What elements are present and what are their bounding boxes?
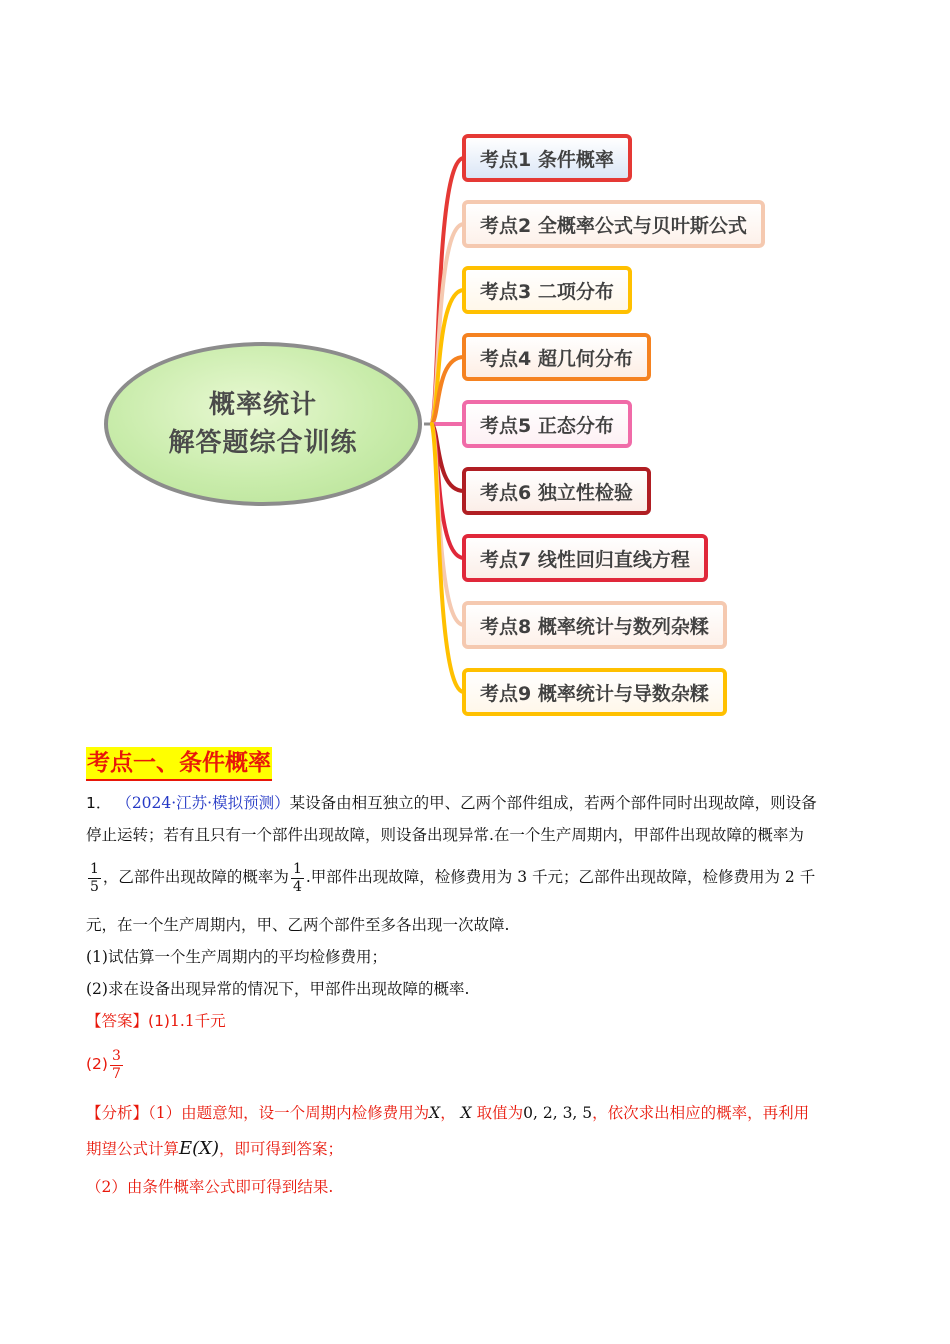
analysis-label: 【分析】 xyxy=(86,1104,149,1122)
frac-num: 3 xyxy=(111,1047,121,1064)
answer-1-unit: 千元 xyxy=(194,1012,226,1030)
answer-1-prefix: (1) xyxy=(148,1012,170,1030)
analysis-p2-b: ，即可得到答案； xyxy=(219,1140,344,1158)
mind-map-node-6 xyxy=(462,467,651,515)
problem-line-2 xyxy=(86,824,804,846)
analysis-p2-a: 期望公式计算 xyxy=(86,1140,180,1158)
expectation-formula: E(X) xyxy=(179,1138,220,1159)
problem-text-2: 停止运转；若有且只有一个部件出现故障，则设备出现异常.在一个生产周期内，甲部件出现故障的概率为 xyxy=(86,826,804,844)
frac-num: 1 xyxy=(90,860,99,877)
analysis-p3: （2）由条件概率公式即可得到结果. xyxy=(86,1178,334,1196)
analysis-p1-c: 取值为 xyxy=(476,1104,524,1122)
node-label: 考点6 独立性检验 xyxy=(480,481,633,504)
problem-text-3b: .甲部件出现故障，检修费用为 3 千元；乙部件出现故障，检修费用为 2 千 xyxy=(305,868,816,886)
problem-line-1 xyxy=(86,792,817,814)
mind-map-node-9 xyxy=(462,668,727,716)
question-1 xyxy=(86,946,387,968)
mind-map-node-1 xyxy=(462,134,632,182)
node-label: 考点2 全概率公式与贝叶斯公式 xyxy=(480,214,747,237)
answer-2-prefix: (2) xyxy=(86,1055,108,1073)
problem-number: 1． xyxy=(86,794,112,812)
node-label: 考点8 概率统计与数列杂糅 xyxy=(480,615,709,638)
node-label: 考点1 条件概率 xyxy=(480,148,614,171)
analysis-line-3 xyxy=(86,1176,333,1198)
fraction-three-sevenths xyxy=(110,1048,123,1083)
mind-map-node-5 xyxy=(462,400,632,448)
fraction-one-quarter xyxy=(291,861,304,896)
node-label: 考点9 概率统计与导数杂糅 xyxy=(480,682,709,705)
mind-map-node-8 xyxy=(462,601,727,649)
analysis-p1-d: ，依次求出相应的概率，再利用 xyxy=(592,1104,810,1122)
frac-den: 4 xyxy=(292,878,302,895)
problem-line-3 xyxy=(86,858,815,896)
mind-map-node-2 xyxy=(462,200,765,248)
var-x-2: X xyxy=(460,1104,472,1122)
node-label: 考点7 线性回归直线方程 xyxy=(480,548,690,571)
frac-num: 1 xyxy=(292,860,302,877)
answer-line-1 xyxy=(86,1010,226,1032)
var-x: X xyxy=(429,1104,441,1122)
mind-map-node-4 xyxy=(462,333,651,381)
question-1-text: (1)试估算一个生产周期内的平均检修费用； xyxy=(86,948,387,966)
analysis-line-1 xyxy=(86,1102,809,1124)
frac-den: 5 xyxy=(90,878,99,895)
section-title: 考点一、条件概率 xyxy=(86,747,272,781)
analysis-p1-a: （1）由题意知，设一个周期内检修费用为 xyxy=(148,1104,430,1122)
problem-source: （2024·江苏·模拟预测） xyxy=(116,794,290,812)
problem-text-4: 元，在一个生产周期内，甲、乙两个部件至多各出现一次故障. xyxy=(86,916,510,934)
answer-1-value: 1.1 xyxy=(169,1012,195,1030)
question-2-text: (2)求在设备出现异常的情况下，甲部件出现故障的概率. xyxy=(86,980,470,998)
center-title-line2: 解答题综合训练 xyxy=(168,428,358,458)
answer-label: 【答案】 xyxy=(86,1012,149,1030)
analysis-p1-b: ， xyxy=(440,1104,456,1122)
question-2 xyxy=(86,978,469,1000)
fraction-one-fifth xyxy=(88,861,101,896)
mind-map-center xyxy=(104,342,422,506)
node-label: 考点4 超几何分布 xyxy=(480,347,633,370)
mind-map-node-7 xyxy=(462,534,708,582)
node-label: 考点5 正态分布 xyxy=(480,414,614,437)
problem-text-3a: ，乙部件出现故障的概率为 xyxy=(102,868,289,886)
problem-text-1: 某设备由相互独立的甲、乙两个部件组成，若两个部件同时出现故障，则设备 xyxy=(289,794,817,812)
mind-map-node-3 xyxy=(462,266,632,314)
analysis-line-2 xyxy=(86,1138,343,1160)
frac-den: 7 xyxy=(111,1065,121,1082)
value-set: 0, 2, 3, 5 xyxy=(523,1104,593,1122)
answer-line-2 xyxy=(86,1044,125,1084)
center-title-line1: 概率统计 xyxy=(208,390,317,420)
problem-line-4 xyxy=(86,914,509,936)
node-label: 考点3 二项分布 xyxy=(480,280,614,303)
